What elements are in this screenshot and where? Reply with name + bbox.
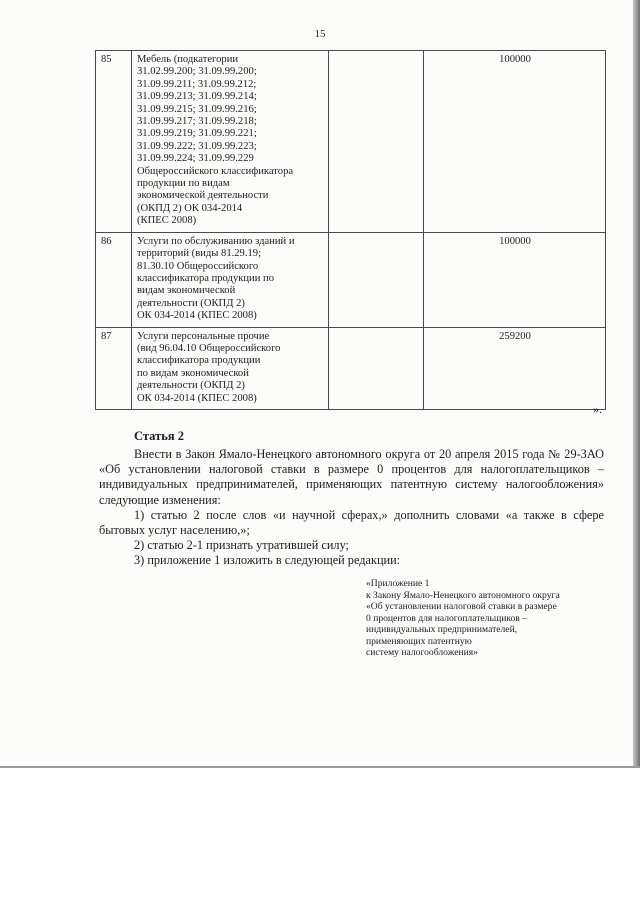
description-line: по видам экономической (137, 367, 249, 379)
description-line: Услуги по обслуживанию зданий и (137, 235, 295, 247)
description-line: классификатора продукции (137, 355, 261, 367)
description-line: (КПЕС 2008) (137, 215, 197, 227)
description-line: 31.09.99.211; 31.09.99.212; (137, 78, 257, 90)
description-line: 31.09.99.219; 31.09.99.221; (137, 128, 257, 140)
article-heading: Статья 2 (134, 429, 184, 443)
table-row (96, 327, 606, 409)
description-line: (ОКПД 2) ОК 034-2014 (137, 202, 243, 214)
description-line: 31.09.99.217; 31.09.99.218; (137, 116, 257, 128)
description-line: 31.09.99.213; 31.09.99.214; (137, 91, 257, 103)
appendix-line: применяющих патентную (366, 635, 472, 647)
page-number: 15 (314, 28, 326, 40)
table-row (96, 232, 606, 327)
description-line: классификатора продукции по (137, 272, 275, 284)
appendix-line: систему налогообложения» (366, 647, 478, 658)
description-line: видам экономической (137, 285, 236, 297)
scan-edge-right (633, 0, 640, 768)
paragraph: 1) статью 2 после слов «и научной сферах,» дополнить словами «а также в сфере бытовых услуг населению,»; (99, 507, 604, 538)
row-number: 87 (96, 327, 132, 409)
empty-cell (329, 327, 424, 409)
appendix-line: 0 процентов для налогоплательщиков – (366, 612, 528, 624)
description-line: территорий (виды 81.29.19; (137, 248, 262, 260)
row-description (132, 327, 329, 409)
row-number: 86 (96, 232, 132, 327)
appendix-line: «Приложение 1 (366, 578, 430, 589)
row-rate-value: 100000 (424, 232, 606, 327)
description-line: 81.30.10 Общероссийского (137, 260, 259, 272)
appendix-line: к Закону Ямало-Ненецкого автономного округа (366, 589, 560, 601)
description-line: 31.09.99.215; 31.09.99.216; (137, 103, 257, 115)
description-line: (вид 96.04.10 Общероссийского (137, 342, 281, 354)
description-line: 31.09.99.222; 31.09.99.223; (137, 140, 257, 152)
row-rate-value: 100000 (424, 51, 606, 233)
appendix-header (366, 578, 616, 659)
paragraph: 3) приложение 1 изложить в следующей редакции: (134, 553, 401, 568)
row-description (132, 232, 329, 327)
rates-table (95, 50, 606, 410)
description-line: 31.09.99.224; 31.09.99.229 (137, 153, 254, 165)
scan-edge-bottom (0, 766, 640, 768)
description-line: ОК 034-2014 (КПЕС 2008) (137, 392, 257, 404)
row-description (132, 51, 329, 233)
paragraph: 2) статью 2-1 признать утратившей силу; (134, 538, 349, 553)
paragraph: Внести в Закон Ямало-Ненецкого автономного округа от 20 апреля 2015 года № 29-ЗАО «Об установлении налоговой ставки в размере 0 процентов для налогоплательщиков – индивидуальных предпринимателей, применяющих патентную систему налогообложения» следующие изменения: (99, 447, 604, 507)
row-rate-value: 259200 (424, 327, 606, 409)
table-row (96, 51, 606, 233)
empty-cell (329, 232, 424, 327)
row-number: 85 (96, 51, 132, 233)
appendix-line: индивидуальных предпринимателей, (366, 624, 518, 635)
empty-cell (329, 51, 424, 233)
description-line: деятельности (ОКПД 2) (137, 297, 245, 309)
description-line: ОК 034-2014 (КПЕС 2008) (137, 310, 257, 322)
table-closing-quote: ». (593, 402, 602, 416)
description-line: продукции по видам (137, 178, 230, 190)
appendix-line: «Об установлении налоговой ставки в размере (366, 601, 557, 612)
description-line: 31.02.99.200; 31.09.99.200; (137, 66, 257, 78)
description-line: экономической деятельности (137, 190, 269, 202)
description-line: Мебель (подкатегории (137, 54, 239, 65)
description-line: Услуги персональные прочие (137, 330, 270, 342)
description-line: Общероссийского классификатора (137, 165, 294, 177)
article-body (99, 447, 604, 569)
description-line: деятельности (ОКПД 2) (137, 380, 245, 392)
